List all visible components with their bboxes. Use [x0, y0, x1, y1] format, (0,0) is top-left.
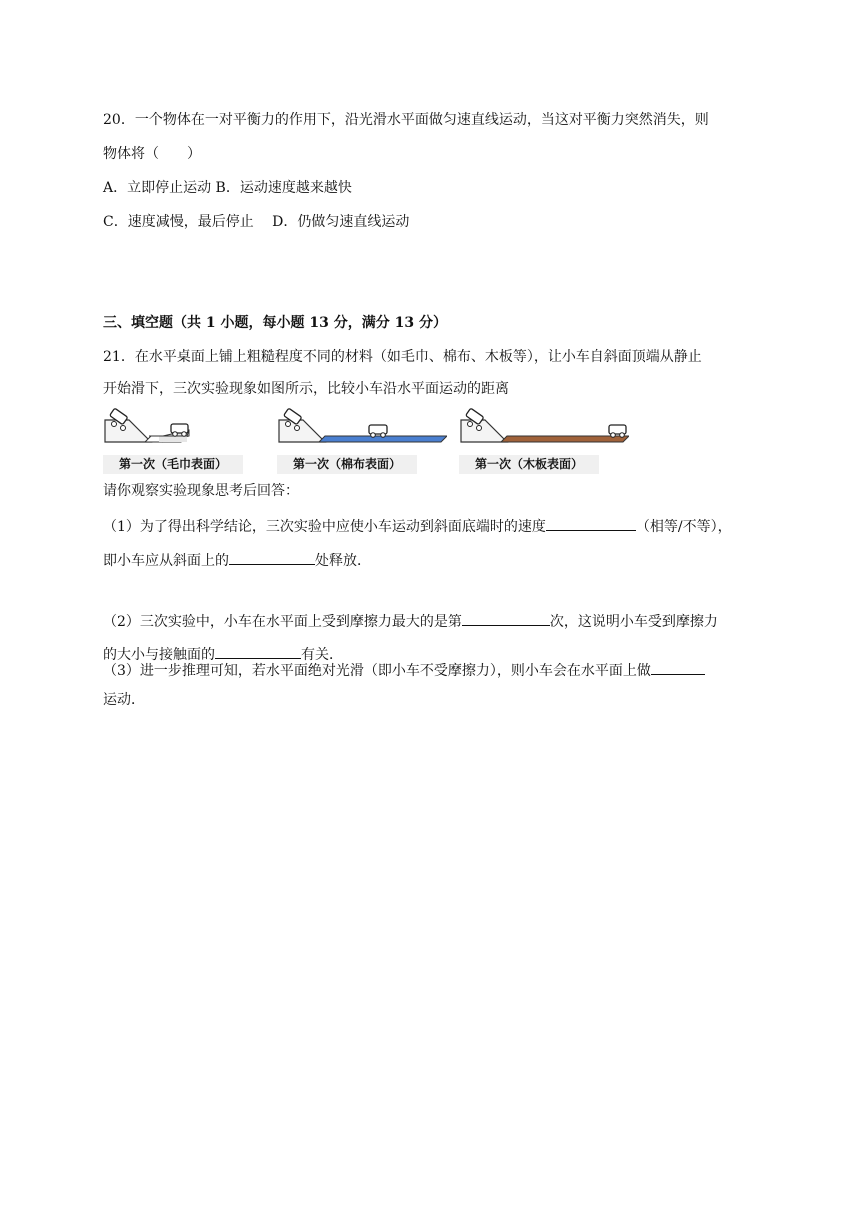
answer-blank-2[interactable]	[229, 550, 315, 565]
q21-part3-line2: 运动．	[103, 692, 145, 708]
answer-blank-1[interactable]	[546, 516, 636, 531]
q21-part2-text-a: （2）三次实验中，小车在水平面上受到摩擦力最大的是第	[103, 614, 462, 630]
answer-blank-4[interactable]	[215, 644, 301, 659]
q20-stem-line1: 20．一个物体在一对平衡力的作用下，沿光滑水平面做匀速直线运动，当这对平衡力突然消失，则	[103, 112, 709, 128]
q21-part2-line1	[103, 611, 718, 632]
q21-part1-text-d: 处释放．	[315, 553, 371, 569]
experiment-figure	[103, 408, 633, 474]
ramp-towel-illustration	[103, 408, 273, 456]
figure-cotton	[277, 408, 447, 474]
figure-caption-cotton: 第一次（棉布表面）	[277, 455, 417, 474]
q21-part2-text-c: 的大小与接触面的	[103, 647, 215, 663]
section-heading: 三、填空题（共 1 小题，每小题 13 分，满分 13 分）	[103, 315, 447, 331]
q21-part3-line1b	[103, 660, 705, 681]
q21-part1-text-b: （相等/不等），	[635, 519, 732, 535]
q21-part1-text-c: 即小车应从斜面上的	[103, 553, 229, 569]
q20-options-line1: A．立即停止运动 B．运动速度越来越快	[103, 180, 352, 196]
q21-stem-line1: 21．在水平桌面上铺上粗糙程度不同的材料（如毛巾、棉布、木板等），让小车自斜面顶端从静止	[103, 349, 702, 365]
q20-stem-line2: 物体将（ ）	[103, 146, 201, 162]
ramp-cotton-illustration	[277, 408, 447, 456]
q21-stem-line2: 开始滑下，三次实验现象如图所示，比较小车沿水平面运动的距离	[103, 381, 509, 397]
figure-caption-towel: 第一次（毛巾表面）	[103, 455, 243, 474]
q21-part3-text-a: （3）进一步推理可知，若水平面绝对光滑（即小车不受摩擦力），则小车会在水平面上做	[103, 663, 651, 679]
answer-blank-3[interactable]	[462, 611, 550, 626]
q21-part2-text-b: 次，这说明小车受到摩擦力	[549, 614, 718, 630]
ramp-wood-illustration	[459, 408, 629, 456]
q21-part1-line2	[103, 550, 371, 571]
figure-towel	[103, 408, 273, 474]
figure-caption-wood: 第一次（木板表面）	[459, 455, 599, 474]
answer-blank-5[interactable]	[651, 660, 705, 675]
q20-options-line2: C．速度减慢，最后停止 D．仍做匀速直线运动	[103, 214, 410, 230]
q21-part2-text-d: 有关．	[301, 647, 343, 663]
figure-wood	[459, 408, 629, 474]
q21-part1-text-a: （1）为了得出科学结论，三次实验中应使小车运动到斜面底端时的速度	[103, 519, 546, 535]
q21-part1-line1	[103, 516, 732, 537]
q21-prompt: 请你观察实验现象思考后回答：	[103, 483, 299, 499]
